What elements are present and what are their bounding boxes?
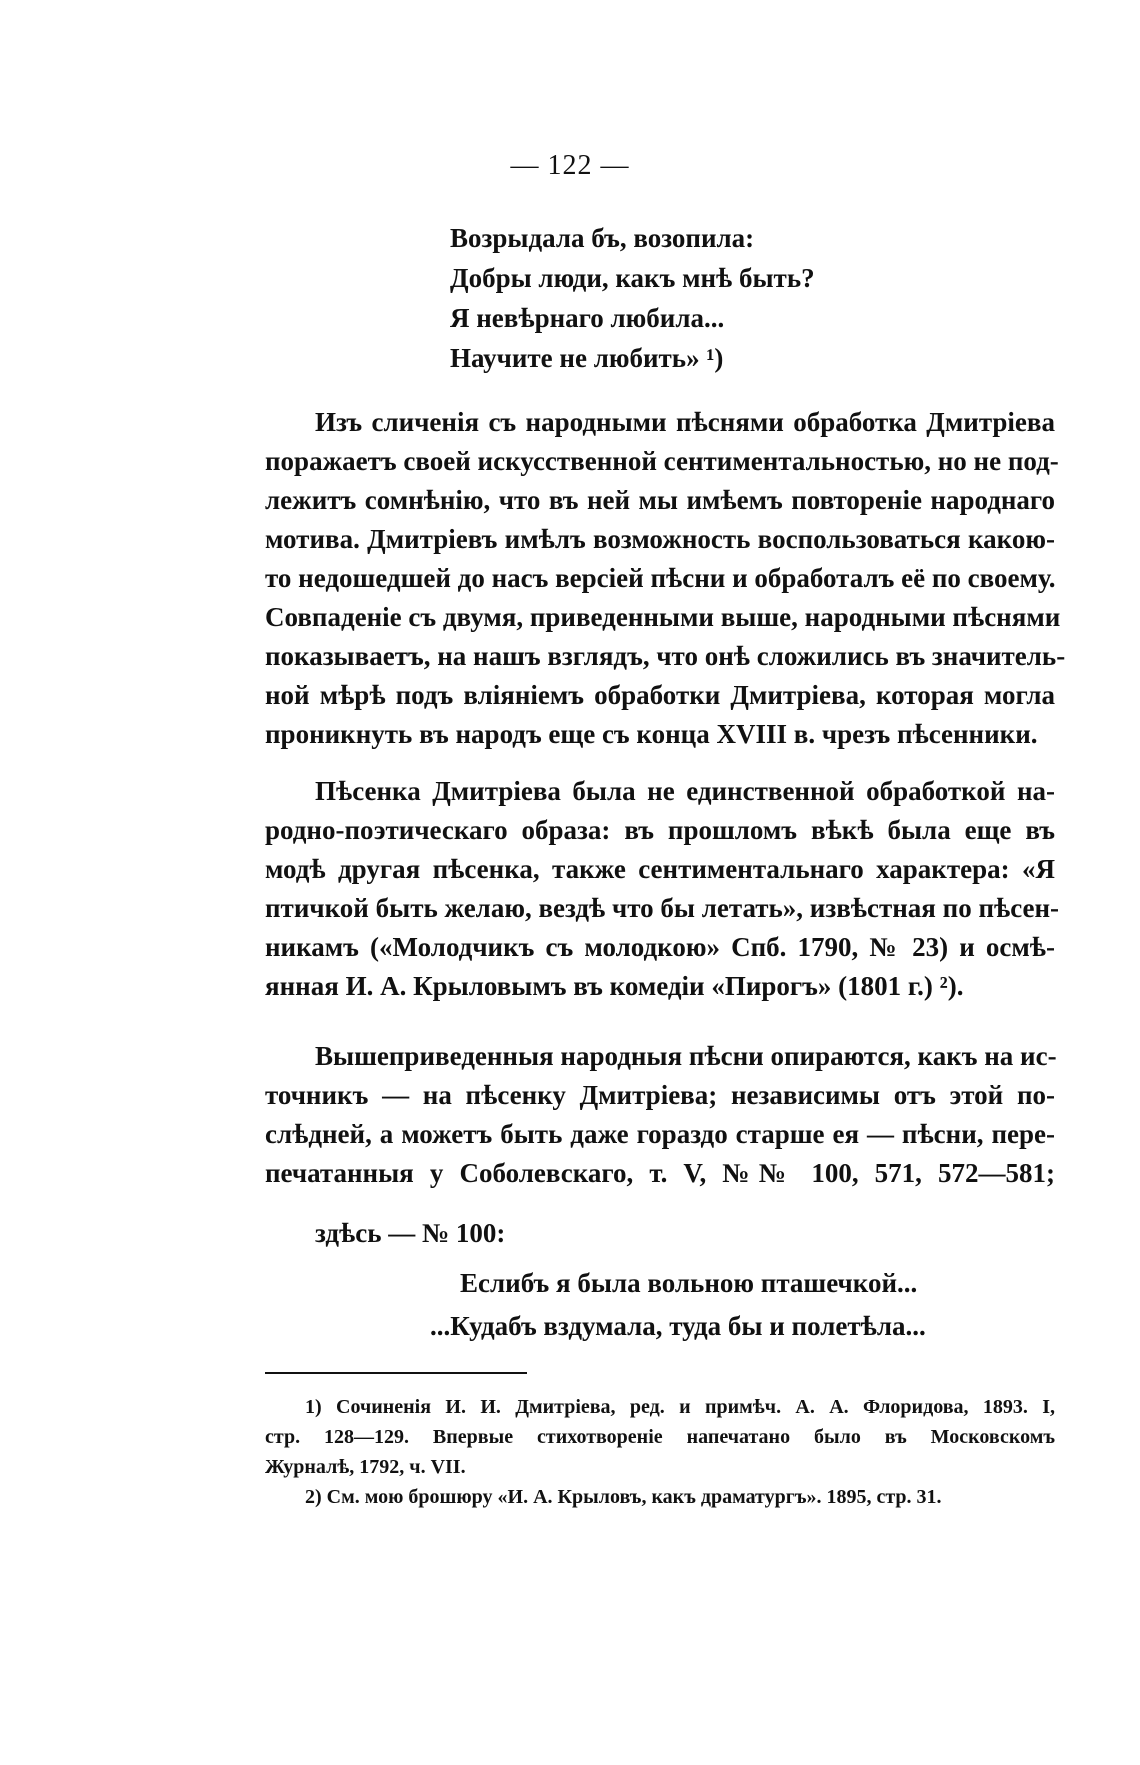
paragraph-2 [265,772,1060,1006]
poem-line: Возрыдала бъ, возопила: [450,223,755,253]
verse-line: ...Кудабъ вздумала, туда бы и полетѣла... [430,1311,926,1341]
paragraph-1 [265,403,1066,754]
text-line: Пѣсенка Дмитріева была не единственной обработкой на- [315,776,1055,806]
text-line: проникнуть въ народъ еще съ конца XVIII в. чрезъ пѣсенники. [265,719,1038,749]
footnote-line: 2) См. мою брошюру «И. А. Крыловъ, какъ драматургъ». 1895, стр. 31. [305,1486,942,1508]
footnote-line: 1) Сочиненія И. И. Дмитріева, ред. и примѣч. А. А. Флоридова, 1893. I, [305,1396,1055,1418]
footnote-line: Журналѣ, 1792, ч. VII. [265,1456,466,1478]
text-line: точникъ — на пѣсенку Дмитріева; независимы отъ этой по- [265,1080,1055,1110]
paragraph-3 [265,1037,1055,1193]
verse-line: Еслибъ я была вольною пташечкой... [460,1268,918,1298]
poem-line: Я невѣрнаго любила... [450,303,725,333]
text-line: родно-поэтическаго образа: въ прошломъ вѣкѣ была еще въ [265,815,1055,845]
text-line: печатанныя у Соболевскаго, т. V, №№ 100, 571, 572—581; [265,1158,1055,1188]
verse-intro: здѣсь — № 100: [315,1218,506,1248]
text-line: Вышеприведенныя народныя пѣсни опираются, какъ на ис- [315,1041,1057,1071]
poem-stanza [450,218,815,378]
text-line: поражаетъ своей искусственной сентиментальностью, но не под- [265,446,1059,476]
text-line: мотива. Дмитріевъ имѣлъ возможность воспользоваться какою- [265,524,1055,554]
footnotes [265,1392,1055,1512]
text-line: Совпаденіе съ двумя, приведенными выше, народными пѣснями [265,602,1061,632]
poem-line: Добры люди, какъ мнѣ быть? [450,263,815,293]
text-line: Изъ сличенія съ народными пѣснями обработка Дмитріева [315,407,1055,437]
page-number: — 122 — [510,150,630,181]
text-line: янная И. А. Крыловымъ въ комедіи «Пирогъ» (1801 г.) ²). [265,971,964,1001]
text-line: лежитъ сомнѣнію, что въ ней мы имѣемъ повтореніе народнаго [265,485,1055,515]
text-line: показываетъ, на нашъ взглядъ, что онѣ сложились въ значитель- [265,641,1066,671]
footnote-divider [265,1372,527,1374]
footnote-line: стр. 128—129. Впервые стихотвореніе напечатано было въ Московскомъ [265,1426,1055,1448]
text-line: птичкой быть желаю, вездѣ что бы летать», извѣстная по пѣсен- [265,893,1060,923]
text-line: слѣдней, а можетъ быть даже гораздо старше ея — пѣсни, пере- [265,1119,1055,1149]
text-line: то недошедшей до насъ версіей пѣсни и обработалъ её по своему. [265,563,1056,593]
text-line: никамъ («Молодчикъ съ молодкою» Спб. 1790, № 23) и осмѣ- [265,932,1055,962]
quoted-verse [430,1262,926,1348]
poem-line: Научите не любить» ¹) [450,343,724,373]
text-line: ной мѣрѣ подъ вліяніемъ обработки Дмитріева, которая могла [265,680,1055,710]
text-line: модѣ другая пѣсенка, также сентиментальнаго характера: «Я [265,854,1055,884]
